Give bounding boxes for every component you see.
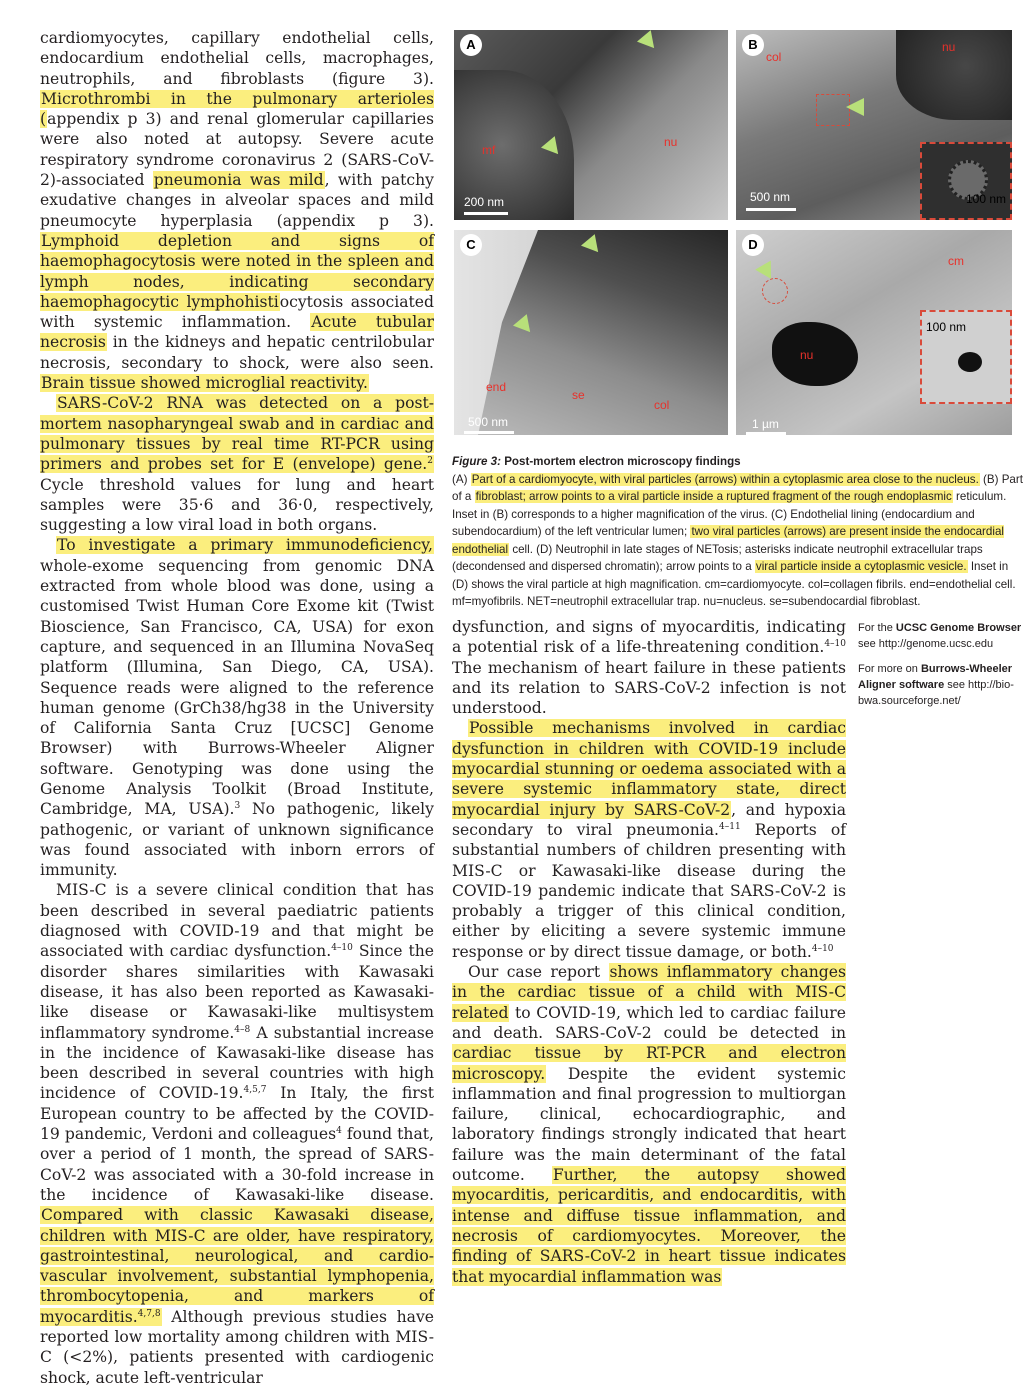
highlight: viral particle inside a cytoplasmic vesicle. [755, 560, 967, 573]
citation: 4–10 [331, 943, 353, 954]
label-nu: nu [664, 135, 678, 149]
panel-letter: B [742, 34, 764, 56]
highlight: Compared with classic Kawasaki disease, children with MIS-C are older, have respiratory, gastrointestinal, neurological, and cardio-vascular involvement, substantial lymphopenia, thrombocytopenia, and markers of myocarditis.$^{4,7,8}$ [40, 1206, 434, 1326]
highlight: To investigate a primary immunodeficiency, [57, 536, 433, 555]
scale-label: 1 µm [752, 417, 779, 431]
scale-bar [464, 212, 508, 215]
inset-scale-label: 100 nm [966, 192, 1007, 206]
side-note-link[interactable]: see http://genome.ucsc.edu [858, 638, 994, 650]
figure-panel-c [454, 230, 728, 435]
label-col: col [766, 50, 782, 64]
citation: 4–11 [719, 821, 741, 832]
arrowhead-icon [637, 30, 661, 54]
inset-image [920, 310, 1012, 404]
figure-panel-b [736, 30, 1012, 220]
citation: 2 [427, 456, 433, 467]
scale-label: 200 nm [464, 195, 505, 209]
label-end: end [486, 380, 507, 394]
highlight: shows inflammatory changes in the cardiac tissue of a child with MIS-C related [452, 963, 846, 1022]
arrowhead-icon [581, 234, 605, 258]
side-note-title: UCSC Genome Browser [895, 622, 1022, 634]
scale-label: 500 nm [468, 415, 509, 429]
citation: 4–8 [234, 1024, 251, 1035]
figure-panel-a [454, 30, 728, 220]
paragraph: Our case report shows inflammatory changes in the cardiac tissue of a child with MIS-C related to COVID-19, which led to cardiac failure and death. SARS-CoV-2 could be detected in cardiac tissue by RT-PCR and electron microscopy. Despite the evident systemic inflammation and final progression to multiorgan failure, clinical, echocardiographic, and laboratory findings strongly indicated that heart failure was the main determinant of the fatal outcome. Further, the autopsy showed myocarditis, pericarditis, and endocarditis, with intense and diffuse tissue inflammation, and necrosis of cardiomyocytes. Moreover, the finding of SARS-CoV-2 in heart tissue indicates that myocardial inflammation was [452, 963, 846, 1286]
panel-letter: A [460, 34, 482, 56]
paragraph: MIS-C is a severe clinical condition that has been described in several paediatric patients diagnosed with COVID-19 and that might be associated with cardiac dysfunction.$^{4-10}$ Since the disorder shares similarities with Kawasaki disease, it has also been reported as Kawasaki-like disease or Kawasaki-like multisystem inflammatory syndrome.$^{4-8}$ A substantial increase in the incidence of Kawasaki-like disease has been described in several countries with high incidence of COVID-19.$^{4,5,7}$ In Italy, the first European country to be affected by the COVID-19 pandemic, Verdoni and colleagues$^4$ found that, over a period of 1 month, the spread of SARS-CoV-2 was associated with a 30-fold increase in the incidence of Kawasaki-like disease. Compared with classic Kawasaki disease, children with MIS-C are older, have respiratory, gastrointestinal, neurological, and cardio-vascular involvement, substantial lymphopenia, thrombocytopenia, and markers of myocarditis.$^{4,7,8}$ Although previous studies have reported low mortality among children with MIS-C (<2%), patients presented with cardiogenic shock, acute left-ventricular [40, 881, 435, 1387]
paragraph: SARS-CoV-2 RNA was detected on a post-mortem nasopharyngeal swab and in cardiac and pulmonary tissues by real time RT-PCR using primers and probes set for E (envelope) gene.$^2$ Cycle threshold values for lung and heart samples were 35·6 and 36·0, respectively, suggesting a low viral load in both organs. [40, 394, 434, 535]
citation: 3 [234, 801, 241, 812]
citation: 4,7,8 [137, 1308, 161, 1319]
label-se: se [572, 388, 585, 402]
paragraph: cardiomyocytes, capillary endothelial cells, endocardium endothelial cells, macrophages, neutrophils, and fibroblasts (figure 3). Microthrombi in the pulmonary arterioles (appendix p 3) and renal glomerular capillaries were also noted at autopsy. Severe acute respiratory syndrome coronavirus 2 (SARS-CoV-2)-associated pneumonia was mild, with patchy exudative changes in alveolar spaces and mild pneumocyte hyperplasia (appendix p 3). Lymphoid depletion and signs of haemophagocytosis were noted in the spleen and lymph nodes, indicating secondary haemophagocytic lymphohistiocytosis associated with systemic inflammation. Acute tubular necrosis in the kidneys and hepatic centrilobular necrosis, secondary to shock, were also seen. Brain tissue showed microglial reactivity. [40, 29, 434, 393]
paragraph: Possible mechanisms involved in cardiac dysfunction in children with COVID-19 include myocardial stunning or oedema associated with a severe systemic inflammatory state, direct myocardial injury by SARS-CoV-2, and hypoxia secondary to viral pneumonia.$^{4-11}$ Reports of substantial numbers of children presenting with MIS-C or Kawasaki-like disease during the COVID-19 pandemic indicate that SARS-CoV-2 is probably a trigger of this clinical condition, either by eliciting a severe systemic immune response or by direct tissue damage, or both.$^{4-10}$ [452, 719, 846, 961]
highlight: Part of a cardiomyocyte, with viral particles (arrows) within a cytoplasmic area close to the nucleus. [471, 472, 979, 486]
left-text-column [40, 28, 434, 1388]
scale-bar [746, 208, 796, 211]
highlight: Further, the autopsy showed myocarditis, pericarditis, and endocarditis, with intense and diffuse tissue inflammation, and necrosis of cardiomyocytes. Moreover, the finding of SARS-CoV-2 in heart tissue indicates that myocardial inflammation was [452, 1166, 846, 1286]
highlight: two viral particles (arrows) are present inside the endocardial endothelial [452, 525, 1004, 556]
label-nu: nu [942, 40, 956, 54]
highlight: cardiac tissue by RT-PCR and electron microscopy. [452, 1044, 846, 1083]
side-note-title: Burrows-Wheeler Aligner software [858, 663, 1013, 691]
region-box [762, 278, 788, 304]
side-note-bwa: For more on Burrows-Wheeler Aligner software see http://bio-bwa.sourceforge.net/ [858, 663, 1014, 707]
highlight: fibroblast; arrow points to a viral particle inside a ruptured fragment of the rough endoplasmic [475, 490, 952, 503]
figure-panel-d [736, 230, 1012, 435]
inset-scale-label: 100 nm [926, 320, 967, 334]
citation: 4,5,7 [243, 1085, 267, 1096]
highlight: Lymphoid depletion and signs of haemophagocytosis were noted in the spleen and lymph nodes, indicating secondary haemophagocytic lymphohisti [40, 231, 434, 311]
scale-bar [746, 432, 786, 435]
region-box [816, 94, 850, 126]
citation: 4–10 [824, 639, 846, 650]
highlight: pneumonia was mild [153, 171, 324, 190]
figure-caption: Figure 3: Post-mortem electron microscopy findings (A) Part of a cardiomyocyte, with viral particles (arrows) within a cytoplasmic area close to the nucleus. (B) Part of a fibroblast; arrow points to a viral particle inside a ruptured fragment of the rough endoplasmic reticulum. Inset in (B) corresponds to a higher magnification of the virus. (C) Endothelial lining (endocardium and subendocardium) of the left ventricular lumen; two viral particles (arrows) are present inside the endocardial endothelial cell. (D) Neutrophil in late stages of NETosis; asterisks indicate neutrophil extracellular traps (decondensed and dispersed chromatin); arrow points to a viral particle inside a cytoplasmic vesicle. Inset in (D) shows the viral particle at high magnification. cm=cardiomyocyte. col=collagen fibrils. end=endothelial cell. mf=myofibrils. NET=neutrophil extracellular trap. nu=nucleus. se=subendocardial fibroblast. [452, 455, 1023, 608]
arrowhead-icon [846, 98, 864, 116]
caption-title: Figure 3: [452, 455, 501, 468]
label-nu: nu [800, 348, 814, 362]
caption-heading: Post-mortem electron microscopy findings [500, 455, 741, 468]
side-note-ucsc: For the UCSC Genome Browser see http://genome.ucsc.edu [858, 622, 1022, 650]
label-mf: mf [482, 143, 496, 157]
paragraph: To investigate a primary immunodeficiency, whole-exome sequencing from genomic DNA extracted from whole blood was done, using a customised Twist Human Core Exome kit (Twist Bioscience, San Francisco, CA, USA) for exon capture, and sequenced in an Illumina NovaSeq platform (Illumina, San Diego, CA, USA). Sequence reads were aligned to the reference human genome (GrCh38/hg38 in the University of California Santa Cruz [UCSC] Genome Browser) with Burrows-Wheeler Aligner software. Genotyping was done using the Genome Analysis Toolkit (Broad Institute, Cambridge, MA, USA).$^3$ No pathogenic, likely pathogenic, or variant of unknown significance was found associated with inborn errors of immunity. [40, 536, 434, 880]
inset-image [920, 142, 1012, 220]
citation: 4–10 [811, 943, 834, 954]
side-note-link[interactable]: see http://bio-bwa.sourceforge.net/ [858, 679, 1014, 707]
paragraph: dysfunction, and signs of myocarditis, indicating a potential risk of a life-threatening condition.$^{4-10}$ The mechanism of heart failure in these patients and its relation to SARS-CoV-2 infection is not understood. [452, 618, 846, 718]
scale-label: 500 nm [750, 190, 791, 204]
highlight: Brain tissue showed microglial reactivity. [41, 374, 368, 393]
panel-letter: D [742, 234, 764, 256]
highlight: Acute tubular necrosis [40, 313, 434, 352]
citation: 4 [336, 1125, 342, 1136]
arrowhead-icon [513, 314, 537, 338]
highlight: Microthrombi in the pulmonary arterioles ( [40, 89, 434, 129]
highlight: Possible mechanisms involved in cardiac dysfunction in children with COVID-19 include myocardial stunning or oedema associated with a severe systemic inflammatory state, direct myocardial injury by SARS-CoV-2 [452, 719, 846, 819]
panel-letter: C [460, 234, 482, 256]
sidebar-notes [858, 620, 1024, 718]
middle-text-column [452, 617, 846, 1287]
label-cm: cm [948, 254, 964, 268]
label-col: col [654, 398, 670, 412]
scale-bar [464, 431, 514, 434]
highlight: SARS-CoV-2 RNA was detected on a post-mortem nasopharyngeal swab and in cardiac and pulmonary tissues by real time RT-PCR using primers and probes set for E (envelope) gene.$^2$ [40, 394, 434, 474]
